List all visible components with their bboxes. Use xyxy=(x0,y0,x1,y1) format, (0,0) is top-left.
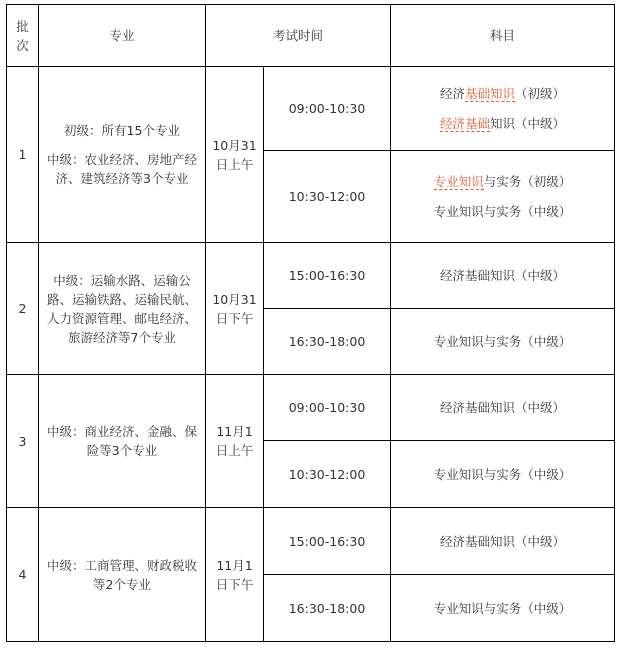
subject-cell xyxy=(391,441,615,508)
exam-time: 15:00-16:30 xyxy=(264,508,391,575)
batch-number: 2 xyxy=(7,243,39,375)
subject-highlight: 专业知识 xyxy=(433,174,484,189)
schedule-body xyxy=(7,67,615,642)
subject-text: 经济基础知识（中级） xyxy=(440,400,566,415)
exam-time: 16:30-18:00 xyxy=(264,575,391,642)
subject-cell xyxy=(391,375,615,441)
exam-time: 10:30-12:00 xyxy=(264,151,391,243)
exam-date: 10月31日下午 xyxy=(206,243,264,375)
subject-highlight: 基础知识 xyxy=(465,86,516,101)
subject-text: 与实务（初级） xyxy=(483,174,572,189)
exam-date: 11月1日下午 xyxy=(206,508,264,642)
subject-text: 经济基础知识（中级） xyxy=(440,268,566,283)
header-batch: 批次 xyxy=(7,5,39,67)
subject-line xyxy=(397,532,608,551)
subject-line xyxy=(397,266,608,285)
subject-text: 经济基础知识（中级） xyxy=(440,533,566,549)
table-row xyxy=(7,375,615,441)
header-subject: 科目 xyxy=(391,5,615,67)
major-cell xyxy=(39,375,206,508)
subject-line xyxy=(397,398,608,417)
subject-line xyxy=(397,114,608,133)
exam-date: 11月1日上午 xyxy=(206,375,264,508)
exam-time: 09:00-10:30 xyxy=(264,375,391,441)
major-text: 中级：商业经济、金融、保险等3个专业 xyxy=(46,424,197,458)
batch-number: 4 xyxy=(7,508,39,642)
header-row xyxy=(7,5,615,67)
subject-cell xyxy=(391,151,615,243)
subject-text: 专业知识与实务（中级） xyxy=(433,334,572,349)
exam-date: 10月31日上午 xyxy=(206,67,264,243)
major-text: 初级：所有15个专业 xyxy=(64,123,180,138)
major-cell xyxy=(39,508,206,642)
major-text: 中级：工商管理、财政税收等2个专业 xyxy=(46,557,197,592)
subject-cell xyxy=(391,309,615,375)
header-major: 专业 xyxy=(39,5,206,67)
subject-cell xyxy=(391,243,615,309)
subject-cell xyxy=(391,508,615,575)
batch-number: 3 xyxy=(7,375,39,508)
subject-text: 专业知识与实务（中级） xyxy=(433,600,572,616)
major-text: 中级：农业经济、房地产经济、建筑经济等3个专业 xyxy=(46,152,197,186)
subject-text: 知识（中级） xyxy=(490,116,566,131)
exam-time: 16:30-18:00 xyxy=(264,309,391,375)
exam-time: 10:30-12:00 xyxy=(264,441,391,508)
subject-line xyxy=(397,84,608,103)
subject-line xyxy=(397,465,608,484)
subject-line xyxy=(397,332,608,351)
batch-number: 1 xyxy=(7,67,39,243)
table-row xyxy=(7,508,615,575)
subject-cell xyxy=(391,575,615,642)
header-time: 考试时间 xyxy=(206,5,391,67)
exam-time: 09:00-10:30 xyxy=(264,67,391,151)
subject-text: 专业知识与实务（中级） xyxy=(433,466,572,482)
exam-time: 15:00-16:30 xyxy=(264,243,391,309)
subject-line xyxy=(397,172,608,191)
subject-line xyxy=(397,599,608,618)
major-cell xyxy=(39,243,206,375)
table-row xyxy=(7,243,615,309)
subject-text: 专业知识与实务（中级） xyxy=(433,204,572,219)
subject-line xyxy=(397,202,608,221)
major-text: 中级：运输水路、运输公路、运输铁路、运输民航、人力资源管理、邮电经济、旅游经济等7个专业 xyxy=(46,272,197,345)
subject-text: （初级） xyxy=(515,86,566,101)
exam-schedule-table xyxy=(6,4,615,642)
subject-highlight: 经济基础 xyxy=(440,116,491,131)
subject-cell xyxy=(391,67,615,151)
subject-text: 经济 xyxy=(439,86,465,101)
major-cell xyxy=(39,67,206,243)
table-row xyxy=(7,67,615,151)
